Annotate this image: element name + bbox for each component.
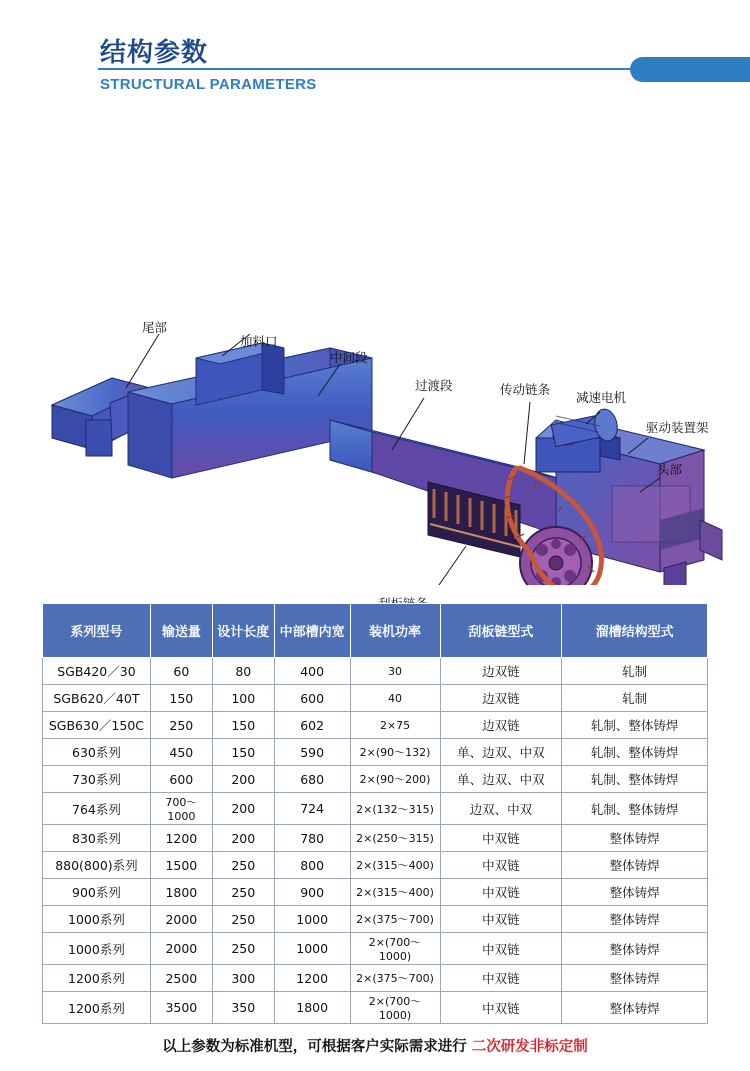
table-cell: 250: [212, 906, 274, 933]
table-cell: 80: [212, 658, 274, 685]
table-cell: 边双、中双: [440, 793, 562, 825]
table-cell: 1200: [274, 965, 350, 992]
table-cell: 1800: [150, 879, 212, 906]
table-row: [43, 825, 708, 852]
table-cell: 轧制、整体铸焊: [562, 793, 708, 825]
th-trough-width: 中部槽内宽: [274, 604, 350, 658]
table-cell: 中双链: [440, 852, 562, 879]
table-cell: 2500: [150, 965, 212, 992]
table-cell: 900系列: [43, 879, 151, 906]
table-cell: 2×(132～315): [350, 793, 440, 825]
table-cell: 764系列: [43, 793, 151, 825]
th-installed-power: 装机功率: [350, 604, 440, 658]
table-row: [43, 965, 708, 992]
table-cell: 250: [212, 879, 274, 906]
table-cell: 1200: [150, 825, 212, 852]
table-cell: SGB620／40T: [43, 685, 151, 712]
table-row: [43, 933, 708, 965]
table-cell: 450: [150, 739, 212, 766]
table-cell: 200: [212, 825, 274, 852]
th-capacity: 输送量: [150, 604, 212, 658]
table-cell: 1000: [274, 906, 350, 933]
table-row: [43, 685, 708, 712]
table-cell: 2×(700～1000): [350, 992, 440, 1024]
th-design-length: 设计长度: [212, 604, 274, 658]
table-cell: 100: [212, 685, 274, 712]
table-cell: 边双链: [440, 658, 562, 685]
table-cell: 轧制: [562, 685, 708, 712]
page-title: 结构参数: [100, 37, 209, 67]
table-cell: 602: [274, 712, 350, 739]
label-middle-section: 中间段: [330, 350, 368, 365]
table-cell: 整体铸焊: [562, 906, 708, 933]
table-cell: 3500: [150, 992, 212, 1024]
label-head: 头部: [657, 462, 683, 477]
table-cell: 1000: [274, 933, 350, 965]
table-cell: 400: [274, 658, 350, 685]
table-cell: 中双链: [440, 906, 562, 933]
footer-note-accent: 二次研发非标定制: [471, 1039, 588, 1055]
table-cell: 2×75: [350, 712, 440, 739]
table-cell: 2000: [150, 906, 212, 933]
table-cell: 整体铸焊: [562, 992, 708, 1024]
table-cell: 150: [150, 685, 212, 712]
table-row: [43, 658, 708, 685]
table-cell: 730系列: [43, 766, 151, 793]
parameters-table-container: [42, 603, 708, 1024]
table-cell: 1200系列: [43, 965, 151, 992]
table-cell: 1500: [150, 852, 212, 879]
table-cell: 200: [212, 793, 274, 825]
table-cell: 2×(315～400): [350, 879, 440, 906]
table-cell: 200: [212, 766, 274, 793]
table-cell: 轧制: [562, 658, 708, 685]
table-cell: 2000: [150, 933, 212, 965]
page-header: [0, 0, 750, 120]
table-cell: 780: [274, 825, 350, 852]
table-cell: 单、边双、中双: [440, 739, 562, 766]
table-cell: 轧制、整体铸焊: [562, 739, 708, 766]
table-cell: 150: [212, 739, 274, 766]
table-cell: SGB420／30: [43, 658, 151, 685]
table-cell: 600: [150, 766, 212, 793]
label-tail: 尾部: [142, 320, 168, 335]
footer-note-main: 以上参数为标准机型，可根据客户实际需求进行: [162, 1039, 472, 1055]
table-cell: 880(800)系列: [43, 852, 151, 879]
table-cell: 整体铸焊: [562, 825, 708, 852]
table-cell: 590: [274, 739, 350, 766]
table-cell: 轧制、整体铸焊: [562, 766, 708, 793]
table-cell: 250: [212, 852, 274, 879]
table-cell: 整体铸焊: [562, 879, 708, 906]
table-cell: 2×(375～700): [350, 906, 440, 933]
table-cell: 单、边双、中双: [440, 766, 562, 793]
label-gear-motor: 减速电机: [576, 390, 627, 405]
table-cell: 整体铸焊: [562, 933, 708, 965]
table-cell: 150: [212, 712, 274, 739]
table-cell: 350: [212, 992, 274, 1024]
table-cell: 轧制、整体铸焊: [562, 712, 708, 739]
table-cell: 1000系列: [43, 906, 151, 933]
table-cell: SGB630／150C: [43, 712, 151, 739]
table-row: [43, 879, 708, 906]
table-row: [43, 852, 708, 879]
table-cell: 中双链: [440, 992, 562, 1024]
th-series-model: 系列型号: [43, 604, 151, 658]
table-cell: 中双链: [440, 825, 562, 852]
table-cell: 630系列: [43, 739, 151, 766]
label-transition-section: 过渡段: [415, 378, 453, 393]
table-body: [43, 658, 708, 1024]
table-row: [43, 766, 708, 793]
footer-note: [0, 1035, 750, 1056]
table-cell: 中双链: [440, 965, 562, 992]
table-cell: 边双链: [440, 712, 562, 739]
table-cell: 900: [274, 879, 350, 906]
table-cell: 250: [150, 712, 212, 739]
table-cell: 2×(375～700): [350, 965, 440, 992]
table-row: [43, 906, 708, 933]
table-cell: 2×(90～200): [350, 766, 440, 793]
table-cell: 800: [274, 852, 350, 879]
table-cell: 2×(90～132): [350, 739, 440, 766]
table-cell: 724: [274, 793, 350, 825]
table-cell: 40: [350, 685, 440, 712]
table-row: [43, 992, 708, 1024]
label-drive-chain: 传动链条: [500, 382, 551, 397]
table-cell: 2×(315～400): [350, 852, 440, 879]
table-cell: 830系列: [43, 825, 151, 852]
table-row: [43, 793, 708, 825]
th-chain-type: 刮板链型式: [440, 604, 562, 658]
table-row: [43, 739, 708, 766]
header-accent-pill: [630, 57, 750, 82]
table-cell: 250: [212, 933, 274, 965]
table-cell: 整体铸焊: [562, 852, 708, 879]
table-cell: 60: [150, 658, 212, 685]
table-cell: 中双链: [440, 879, 562, 906]
table-cell: 1200系列: [43, 992, 151, 1024]
th-chute-structure: 溜槽结构型式: [562, 604, 708, 658]
parameters-table: [42, 603, 708, 1024]
table-header-row: [43, 604, 708, 658]
table-cell: 整体铸焊: [562, 965, 708, 992]
label-drive-frame: 驱动装置架: [646, 420, 709, 435]
table-cell: 600: [274, 685, 350, 712]
table-row: [43, 712, 708, 739]
label-feed-inlet: 加料口: [240, 334, 278, 349]
table-cell: 边双链: [440, 685, 562, 712]
scraper-conveyor-diagram: [0, 120, 750, 585]
table-cell: 中双链: [440, 933, 562, 965]
table-cell: 2×(250～315): [350, 825, 440, 852]
table-cell: 30: [350, 658, 440, 685]
table-cell: 1000系列: [43, 933, 151, 965]
conveyor-illustration-svg: [0, 120, 750, 585]
table-cell: 680: [274, 766, 350, 793]
table-cell: 2×(700～1000): [350, 933, 440, 965]
page-subtitle: STRUCTURAL PARAMETERS: [100, 76, 317, 93]
table-cell: 700～1000: [150, 793, 212, 825]
table-cell: 300: [212, 965, 274, 992]
table-cell: 1800: [274, 992, 350, 1024]
